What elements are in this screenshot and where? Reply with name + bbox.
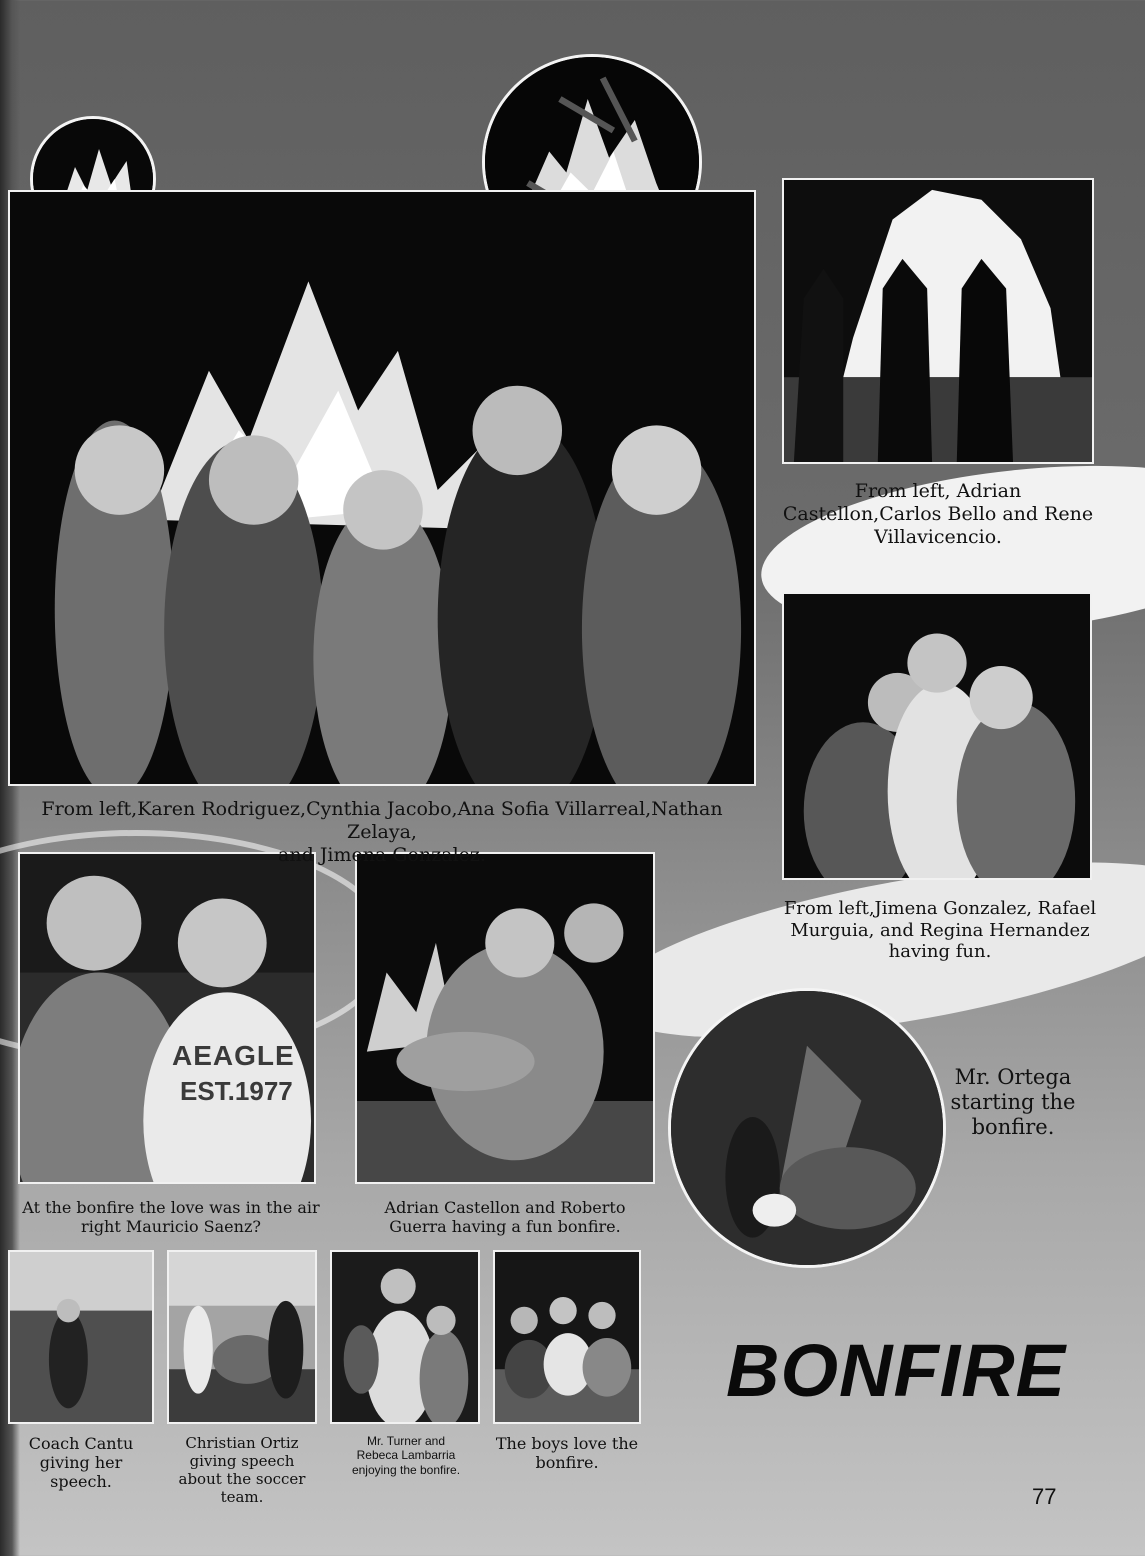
caption-line: giving speech [189, 1452, 295, 1470]
caption-line: At the bonfire the love was in the air [22, 1198, 320, 1217]
adrian-roberto-photo [355, 852, 655, 1184]
mauricio-photo [18, 852, 316, 1184]
caption-line: Villavicencio. [874, 525, 1002, 548]
boys-group-photo [493, 1250, 641, 1424]
caption-line: having fun. [888, 941, 992, 963]
shirt-print-year: EST.1977 [180, 1076, 293, 1106]
caption-line: Mr. Turner and [366, 1434, 446, 1448]
caption-line: Christian Ortiz [185, 1434, 299, 1452]
caption-turner [326, 1434, 486, 1477]
caption-line: Murguia, and Regina Hernandez [790, 919, 1090, 941]
caption-silhouettes [760, 480, 1116, 548]
caption-line: The boys love the [495, 1434, 639, 1453]
caption-line: From left,Karen Rodriguez,Cynthia Jacobo,Ana Sofia Villarreal,Nathan Zelaya, [41, 798, 723, 843]
caption-ortiz [160, 1434, 324, 1506]
caption-line: right Mauricio Saenz? [81, 1217, 261, 1237]
caption-line: From left, Adrian [854, 480, 1022, 502]
caption-line: Coach Cantu [28, 1434, 134, 1453]
christian-ortiz-photo [167, 1250, 317, 1424]
trio-photo [782, 592, 1092, 880]
shirt-print-text: AEAGLE [172, 1040, 295, 1071]
page-title: BONFIRE [726, 1329, 1066, 1412]
coach-cantu-photo [8, 1250, 154, 1424]
page-number: 77 [1032, 1484, 1057, 1509]
caption-line: speech. [50, 1472, 112, 1492]
caption-line: bonfire. [971, 1115, 1055, 1140]
caption-line: Castellon,Carlos Bello and Rene [782, 502, 1094, 525]
caption-ortega [948, 1065, 1078, 1141]
turner-lambarria-photo [330, 1250, 480, 1424]
ortega-circle-photo [668, 988, 946, 1268]
caption-line: Adrian Castellon and Roberto [384, 1198, 626, 1217]
caption-line: Guerra having a fun bonfire. [389, 1217, 621, 1237]
caption-cantu [6, 1434, 156, 1492]
caption-line: bonfire. [535, 1453, 599, 1473]
caption-boys [486, 1434, 648, 1472]
caption-line: Mr. Ortega [954, 1065, 1072, 1089]
group-bonfire-photo [8, 190, 756, 786]
caption-group-main [8, 798, 756, 866]
caption-adrian-roberto [350, 1198, 660, 1236]
caption-mauricio [6, 1198, 336, 1236]
caption-line: enjoying the bonfire. [351, 1462, 461, 1477]
silhouettes-fire-photo [782, 178, 1094, 464]
caption-line: starting the [950, 1090, 1076, 1115]
caption-trio [770, 898, 1110, 963]
caption-line: and Jimena Gonzalez. [278, 843, 486, 866]
caption-line: about the soccer [178, 1470, 306, 1488]
caption-line: From left,Jimena Gonzalez, Rafael [783, 898, 1097, 919]
caption-line: giving her [39, 1453, 123, 1473]
caption-line: Rebeca Lambarria [356, 1448, 456, 1463]
caption-line: team. [220, 1488, 264, 1506]
